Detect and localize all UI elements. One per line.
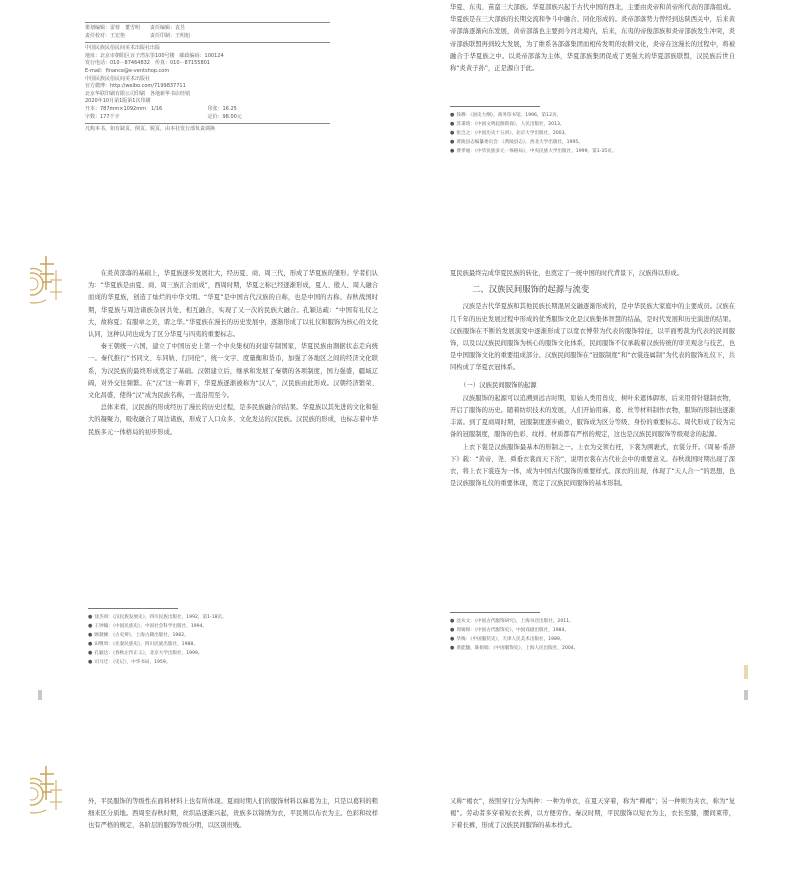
body-paragraph: 总体来看，汉民族的形成经历了漫长的历史过程，是多民族融合的结果。华夏族以其先进的文化和强大的凝聚力，吸收融合了周边诸族，形成了人口众多、文化发达的汉民族。汉民族的形成，也标志着中华民族多元一体格局的初步形成。 — [88, 404, 378, 436]
footnotes — [88, 608, 378, 667]
body-paragraph — [450, 2, 735, 94]
cip-spec: 开本：787mm×1092mm 1/16 — [85, 105, 163, 112]
footnote-rule — [450, 612, 540, 613]
footnote-text: 费孝通：《中华民族多元一体格局》，中央民族大学出版社，1999，第1-35页。 — [456, 149, 617, 154]
footnotes — [450, 106, 735, 156]
cip-line: 地址：北京市朝阳区百子湾东里100号楼 邮政编码：100124 — [85, 52, 224, 59]
cip-top-rule — [85, 22, 330, 23]
footnote-item: ● 钱穆：《国史大纲》，商务印书馆，1996，第12页。 — [450, 112, 562, 118]
cip-line: 责任校对：王宏艳 责任印制：王明旭 — [85, 32, 191, 39]
cip-note: 凡购本书，如有缺页、倒页、脱页，由本社发行部负责调换 — [85, 126, 216, 133]
page-edge-mark — [744, 665, 748, 679]
cip-spec: 定价：98.00元 — [207, 113, 242, 120]
footnote-item: ● 司马迁：《史记》，中华书局，1959。 — [88, 659, 171, 665]
footnote-rule — [88, 608, 178, 609]
footnote-text: 张岂之：《中国历史十五讲》，北京大学出版社，2003。 — [456, 131, 570, 136]
cip-bottom-rule — [85, 123, 330, 124]
footnote-text: 钱穆：《国史大纲》，商务印书馆，1996，第12页。 — [456, 113, 562, 118]
cip-rule — [85, 42, 330, 43]
footnote-item: ● 沈从文：《中国古代服饰研究》，上海书店出版社，2011。 — [450, 618, 574, 624]
cip-specs — [85, 106, 330, 121]
body-paragraph: 汉族服饰的起源可以追溯到远古时期，原始人类用兽皮、树叶来遮体御寒，后来用骨针缝制衣物，开启了服饰的历史。随着纺织技术的发展，人们开始用麻、葛、丝等材料制作衣物，服饰的形制也逐渐丰富。到了夏商周时期，冠服制度逐步确立，服饰成为区分等级、身份的重要标志。周代形成了较为完备的冠服制度，服饰的色彩、纹样、材质都有严格的规定，这也是汉族民间服饰等级观念的起源。 — [450, 394, 735, 439]
subsection-title: （一）汉族民间服饰的起源 — [460, 380, 537, 389]
page-edge-mark — [744, 690, 748, 700]
body-paragraph: 秦王朝统一六国，建立了中国历史上第一个中央集权的封建专制国家，华夏民族由割据状态走向统一。秦代推行“书同文、车同轨、行同伦”，统一文字、度量衡和货币，加强了各地区之间的经济文化联系，为汉民族的最终形成奠定了基础。汉朝建立后，继承和发展了秦朝的各项制度，国力强盛，疆域辽阔，对外交往频繁。在“汉”这一称谓下，华夏族逐渐被称为“汉人”，汉民族由此形成。汉朝经济繁荣、文化昌盛，使得“汉”成为民族名称，一直沿用至今。 — [88, 343, 378, 400]
footnote-text: 黄能馥、陈娟娟：《中国服饰史》，上海人民出版社，2004。 — [456, 646, 579, 651]
page-costume-origin — [420, 250, 760, 705]
page-origin-continued — [420, 0, 760, 190]
footnote-item: ● 张岂之：《中国历史十五讲》，北京大学出版社，2003。 — [450, 130, 570, 136]
seal-logo-icon — [30, 760, 66, 820]
footnote-item: ● 顾颉刚：《古史辨》，上海古籍出版社，1982。 — [88, 632, 189, 638]
section-title: 二、汉族民间服饰的起源与流变 — [472, 284, 590, 295]
footnote-text: 周锡保：《中国古代服饰史》，中国戏剧出版社，1984。 — [456, 628, 570, 633]
cip-line: 策划编辑：雷蓉 董雪明 责任编辑：袁昱 — [85, 25, 186, 31]
footnote-text: 孔颖达：《春秋左传正义》，北京大学出版社，1999。 — [94, 651, 203, 656]
cip-line: 中国民族民俗民间美术出版社出版 — [85, 45, 161, 52]
footnote-text: 田继周：《先秦民族史》，四川民族出版社，1988。 — [94, 642, 198, 647]
seal-logo-icon — [30, 250, 66, 310]
footnote-item: ● 苏秉琦：《中国文明起源新探》，人民出版社，2013。 — [450, 121, 565, 127]
body-text-block — [450, 268, 735, 588]
body-text-block — [88, 268, 378, 598]
cip-spec: 字数：177千字 — [85, 113, 120, 120]
page-coarse-clothing — [420, 760, 760, 889]
seal-logo — [30, 250, 66, 310]
footnote-text: 王钟翰：《中国民族史》，中国社会科学出版社，1994。 — [94, 624, 208, 629]
page-edge-mark — [38, 690, 42, 700]
footnote-text: 华梅：《中国服装史》，天津人民美术出版社，1989。 — [456, 637, 565, 642]
cip-line: 中国民族民俗民间美术出版社 — [85, 75, 151, 82]
page-status-clothing — [30, 760, 400, 889]
footnotes — [450, 612, 735, 653]
body-paragraph: 外，平民服饰的等级性在面料材料上也有所体现。夏商时期人们的服饰材料以麻葛为主，只是以葛料的粗细来区分质地。西周至春秋时期，丝织品逐渐兴起，贵族多以锦绣为衣，平民则以布衣为主。色彩和纹样也有严格的规定，各阶层的服饰等级分明，以区别贵贱。 — [88, 798, 378, 830]
cip-line: 2020年10月第1版第1次印刷 — [85, 98, 151, 105]
page-copyright — [30, 0, 370, 175]
footnote-text: 顾颉刚：《古史辨》，上海古籍出版社，1982。 — [94, 633, 189, 638]
cip-line: 官方微博：http://weibo.com/7199837711 — [85, 83, 186, 90]
footnote-item: ● 徐杰舜：《汉民族发展史》，四川民族出版社，1992，第1-18页。 — [88, 614, 227, 620]
footnote-item: ● 王钟翰：《中国民族史》，中国社会科学出版社，1994。 — [88, 623, 208, 629]
footnote-item: ● 华梅：《中国服装史》，天津人民美术出版社，1989。 — [450, 636, 565, 642]
body-paragraph: 上衣下裳是汉族服饰最基本的形制之一。上衣为交领右衽，下裳为围裹式，衣裳分开。《周易·系辞下》载：“黄帝、尧、舜垂衣裳而天下治”，说明衣裳在古代社会中的重要意义。春秋战国时期出现了深衣，将上衣下裳连为一体，成为中国古代服饰的重要样式。深衣的出现，体现了“天人合一”的思想，也是汉族服饰礼仪的重要体现，奠定了汉族民间服饰的基本形制。 — [450, 443, 735, 488]
footnote-text: 沈从文：《中国古代服饰研究》，上海书店出版社，2011。 — [456, 619, 574, 624]
footnote-text: 徐杰舜：《汉民族发展史》，四川民族出版社，1992，第1-18页。 — [94, 615, 227, 620]
footnote-item: ● 田继周：《先秦民族史》，四川民族出版社，1988。 — [88, 641, 198, 647]
cip-line: 北京华联印刷有限公司印刷 各地新华书店经销 — [85, 90, 191, 97]
cip-line: E-mail：finance@e-ventshop.com — [85, 67, 170, 74]
footnote-item: ● 孔颖达：《春秋左传正义》，北京大学出版社，1999。 — [88, 650, 203, 656]
body-text-block — [88, 796, 378, 888]
body-paragraph: 又称“褐衣”，按照穿行分为两种：一种为单衣，在夏天穿着，称为“襌褐”；另一种则为夹衣，称为“复褐”。劳动者多穿着短衣长裤，以方便劳作。秦汉时期，平民服饰以短衣为主，衣长至膝，腰间束带，下着长裤，形成了汉族民间服饰的基本样式。 — [450, 798, 735, 830]
footnote-rule — [450, 106, 540, 107]
body-paragraph: 汉族是古代华夏族和其他民族长期混居交融逐渐形成的，是中华民族大家庭中的主要成员。汉族在几千年的历史发展过程中形成的优秀服饰文化是汉族集体智慧的结晶，是时代发展和历史演进的结果。汉族服饰在不断的发展演变中逐渐形成了以宽衣博带为代表的服饰特征，以平面剪裁为代表的民间服饰，以及以汉族民间服饰为核心的服饰文化体系，民间服饰不仅承载着汉族传统的审美观念与技艺，也是中国服饰文化的重要组成部分。汉族民间服饰在“冠服制度”和“衣裳连属制”为代表的服饰礼仪下，共同构成了华夏衣冠体系。 — [450, 303, 735, 372]
cip-block — [85, 20, 330, 134]
footnote-text: 苏秉琦：《中国文明起源新探》，人民出版社，2013。 — [456, 122, 565, 127]
cip-line: 发行电话：010－87464832 传真：010－87155801 — [85, 60, 210, 67]
footnote-text: 黄陵县志编纂委员会：《黄陵县志》，西北大学出版社，1995。 — [456, 140, 583, 145]
body-paragraph: 在炎黄部落的基础上，华夏族逐步发展壮大，经历夏、商、周三代，形成了华夏族的雏形。学者们认为：“华夏族是由夏、商、周三族汇合而成”，西周时期，华夏之称已经逐渐形成，夏人、殷人、周人融合而成的华夏族，创造了灿烂的中华文明。“华夏”是中国古代汉族的自称，也是中国的古称。春秋战国时期，华夏族与周边诸族杂居共处，相互融合，实现了又一次的民族大融合。孔颖达疏：“中国有礼仪之大，故称夏；有服章之美，谓之华。”华夏族在漫长的历史发展中，逐渐形成了以礼仪和服饰为核心的文化认同，这种认同也成为了区分华夏与四夷的重要标志。 — [88, 270, 378, 339]
paragraph-text: 华夏、东夷、苗蛮三大部族。华夏部族兴起于古代中国的西北，主要由炎帝和黄帝所代表的部落组成。华夏族是在三大部族的长期交流和争斗中融合、同化形成的。炎帝部落势力曾经到达陕西关中，后来黄帝部落逐渐向东发展，黄帝部落也主要到今河北境内，后来，东夷的帝俊部族和炎帝部族发生冲突，炎帝部族联盟再到较大发展，为了维系各部落集团而相传发明的农耕文化，炎帝在这漫长的过程中，将被融合于华夏族之中。以炎帝部落为主体，华夏部族集团促成了更强大的华夏部族联盟，汉民族后世自称“炎黄子孙”，正是源自于此。 — [450, 4, 735, 73]
footnote-item: ● 费孝通：《中华民族多元一体格局》，中央民族大学出版社，1999，第1-35页。 — [450, 148, 617, 154]
footnote-item: ● 周锡保：《中国古代服饰史》，中国戏剧出版社，1984。 — [450, 627, 570, 633]
footnote-text: 司马迁：《史记》，中华书局，1959。 — [94, 660, 171, 665]
seal-logo — [30, 760, 66, 820]
cip-spec: 印张：16.25 — [207, 105, 237, 112]
page-han-formation — [30, 250, 400, 705]
footnote-item: ● 黄陵县志编纂委员会：《黄陵县志》，西北大学出版社，1995。 — [450, 139, 583, 145]
footnote-item: ● 黄能馥、陈娟娟：《中国服饰史》，上海人民出版社，2004。 — [450, 645, 579, 651]
body-paragraph: 夏民族最终完成华夏民族的转化，也奠定了一统中国的时代背景下，汉族得以形成。 — [450, 270, 683, 277]
body-text-block — [450, 796, 735, 888]
